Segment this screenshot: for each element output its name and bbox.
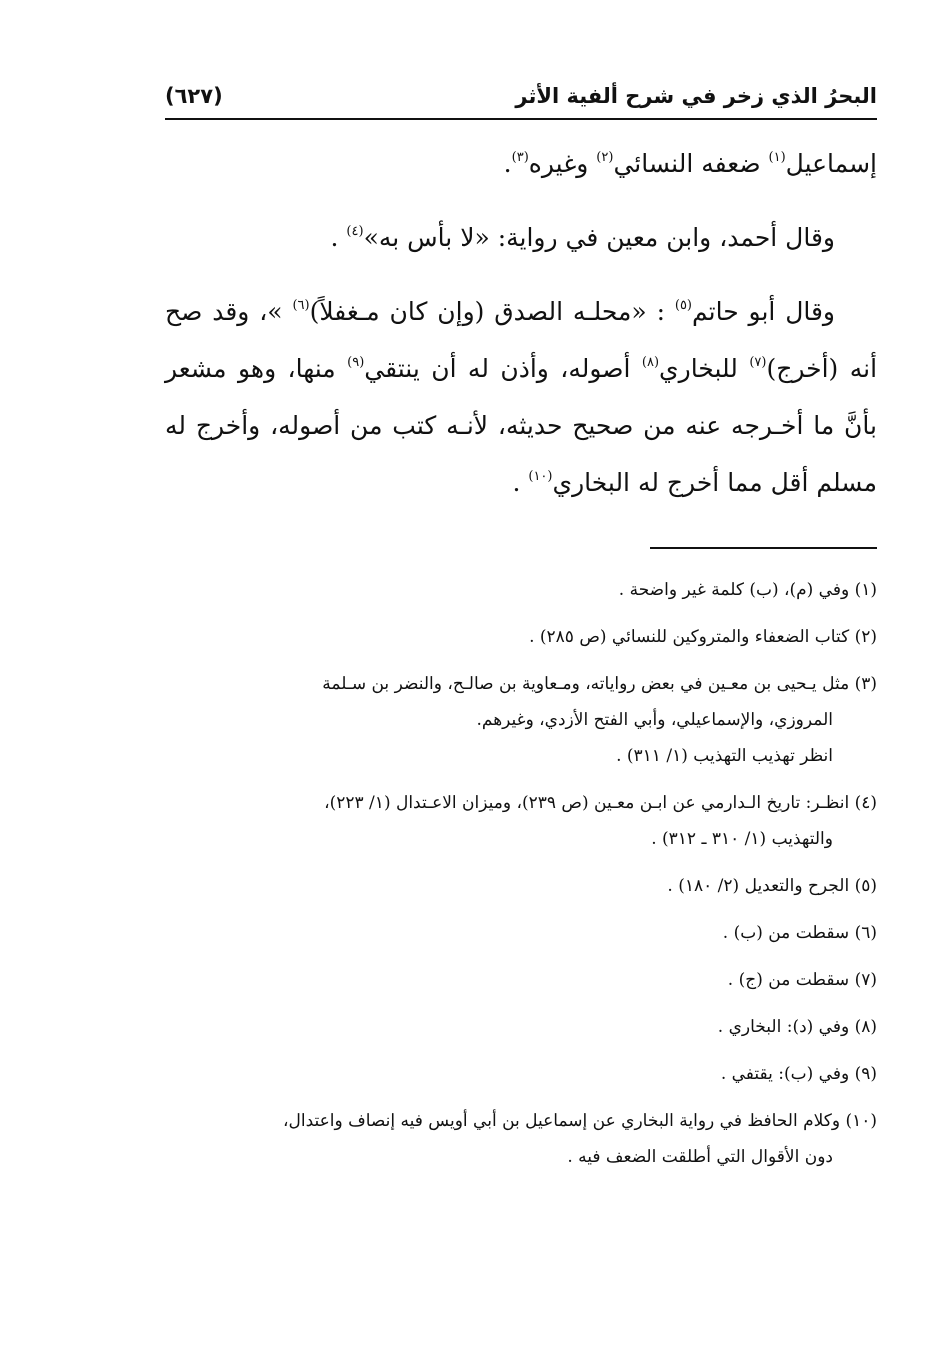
footnote-4-line-2: والتهذيب (١/ ٣١٠ ـ ٣١٢) .	[651, 829, 833, 849]
page-header	[165, 80, 877, 120]
footnote-9: (٩) وفي (ب): يقتفي .	[720, 1064, 877, 1084]
footnote-ref-9: (٩)	[347, 355, 365, 370]
paragraph-1	[165, 135, 877, 192]
footnote-ref-3: (٣)	[511, 150, 529, 165]
footnote-3	[165, 666, 877, 774]
footnote-3-line-2: المروزي، والإسماعيلي، وأبي الفتح الأزدي، وغيرهم.	[476, 710, 833, 730]
footnote-5: (٥) الجرح والتعديل (٢/ ١٨٠) .	[667, 876, 877, 896]
footnote-1: (١) وفي (م)، (ب) كلمة غير واضحة .	[618, 580, 877, 600]
text-run: للبخاري	[659, 354, 750, 383]
text-run: : «محلـه الصدق (وإن كان مـغفلاً)	[309, 297, 675, 326]
footnote-4-line-1: (٤) انظـر: تاريخ الـدارمي عن ابـن معـين (ص ٢٣٩)، وميزان الاعـتدال (١/ ٢٢٣)،	[324, 793, 877, 813]
footnote-ref-4: (٤)	[346, 224, 364, 239]
paragraph-2	[165, 209, 877, 266]
text-run: .	[512, 468, 529, 497]
text-run: »، وقد صح أنه (أخرج)	[165, 297, 878, 383]
text-run: وقال أبو حاتم	[692, 297, 836, 326]
page-number: (٦٢٧)	[165, 84, 223, 108]
footnote-ref-8: (٨)	[641, 355, 660, 370]
running-title: البحرُ الذي زخر في شرح ألفية الأثر	[515, 84, 877, 108]
footnote-2: (٢) كتاب الضعفاء والمتروكين للنسائي (ص ٢٨٥) .	[529, 627, 877, 647]
footnote-ref-1: (١)	[768, 150, 786, 165]
footnote-ref-5: (٥)	[674, 298, 692, 313]
footnote-ref-10: (١٠)	[528, 469, 553, 484]
footnotes	[165, 572, 877, 1186]
footnote-ref-2: (٢)	[596, 150, 614, 165]
footnote-4	[165, 785, 877, 857]
footnote-8: (٨) وفي (د): البخاري .	[717, 1017, 877, 1037]
text-run: .	[503, 149, 512, 178]
footnote-10-line-1: (١٠) وكلام الحافظ في رواية البخاري عن إسماعيل بن أبي أويس فيه إنصاف واعتدال،	[283, 1111, 877, 1131]
main-text	[165, 135, 877, 528]
text-run: .	[330, 223, 347, 252]
footnote-3-line-3: انظر تهذيب التهذيب (١/ ٣١١) .	[616, 746, 833, 766]
text-run: وغيره	[528, 149, 597, 178]
text-run: وقال أحمد، وابن معين في رواية: «لا بأس به»	[363, 223, 835, 252]
footnote-10-line-2: دون الأقوال التي أطلقت الضعف فيه .	[567, 1147, 833, 1167]
footnote-ref-7: (٧)	[749, 355, 767, 370]
text-run: منها، وهو مشعر بأنَّ ما أخـرجه عنه من صحيح حديثه، لأنـه كتب من أصوله، وأخرج له مسلم أقل مما أخرج له البخاري	[165, 354, 877, 497]
footnote-6: (٦) سقطت من (ب) .	[722, 923, 877, 943]
paragraph-3	[165, 283, 877, 511]
text-run: ضعفه النسائي	[613, 149, 769, 178]
footnote-7: (٧) سقطت من (ج) .	[727, 970, 877, 990]
footnote-separator	[650, 547, 877, 549]
text-run: إسماعيل	[785, 149, 877, 178]
header-rule	[165, 118, 877, 120]
footnote-3-line-1: (٣) مثل يـحيى بن معـين في بعض رواياته، ومـعاوية بن صالـح، والنضر بن سـلمة	[322, 674, 877, 694]
footnote-10	[165, 1103, 877, 1175]
footnote-ref-6: (٦)	[292, 298, 310, 313]
text-run: أصوله، وأذن له أن ينتقي	[364, 354, 642, 383]
